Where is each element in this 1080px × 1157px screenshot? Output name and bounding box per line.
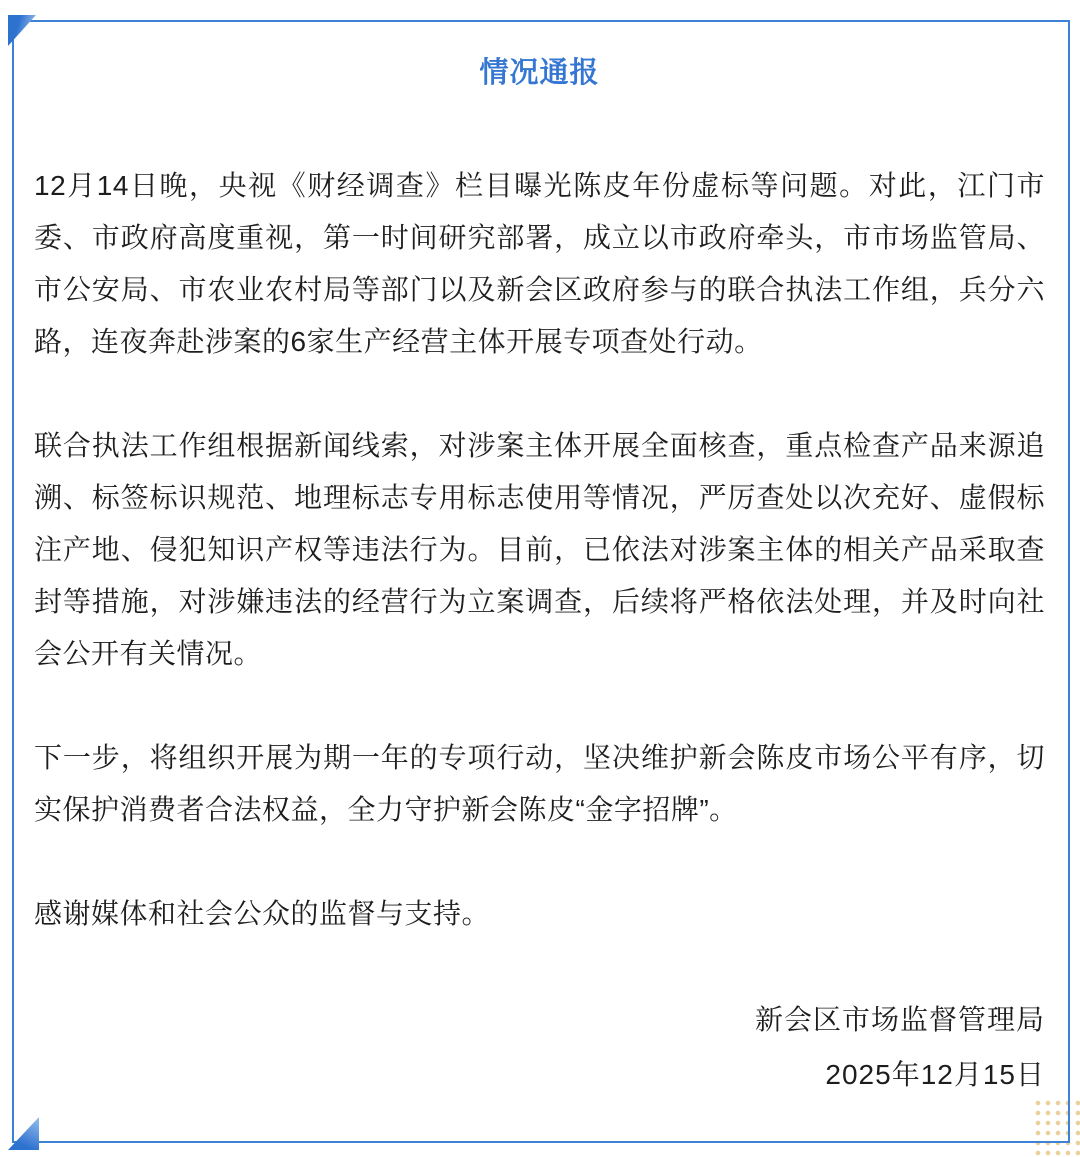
issue-date: 2025年12月15日	[825, 1059, 1045, 1090]
body-paragraph: 下一步，将组织开展为期一年的专项行动，坚决维护新会陈皮市场公平有序，切实保护消费者合法权益，全力守护新会陈皮“金字招牌”。	[34, 742, 1045, 825]
notice-paragraphs	[34, 160, 1045, 940]
issuing-authority: 新会区市场监督管理局	[754, 1004, 1045, 1035]
body-paragraph: 感谢媒体和社会公众的监督与支持。	[34, 898, 491, 929]
signature-block	[34, 992, 1045, 1102]
notice-body	[12, 20, 1070, 1102]
body-paragraph: 联合执法工作组根据新闻线索，对涉案主体开展全面核查，重点检查产品来源追溯、标签标识规范、地理标志专用标志使用等情况，严厉查处以次充好、虚假标注产地、侵犯知识产权等违法行为。目前，已依法对涉案主体的相关产品采取查封等措施，对涉嫌违法的经营行为立案调查，后续将严格依法处理，并及时向社会公开有关情况。	[34, 430, 1045, 669]
notice-title: 情况通报	[479, 57, 600, 89]
body-paragraph: 12月14日晚，央视《财经调查》栏目曝光陈皮年份虚标等问题。对此，江门市委、市政府高度重视，第一时间研究部署，成立以市政府牵头，市市场监管局、市公安局、市农业农村局等部门以及新会区政府参与的联合执法工作组，兵分六路，连夜奔赴涉案的6家生产经营主体开展专项查处行动。	[34, 170, 1045, 357]
